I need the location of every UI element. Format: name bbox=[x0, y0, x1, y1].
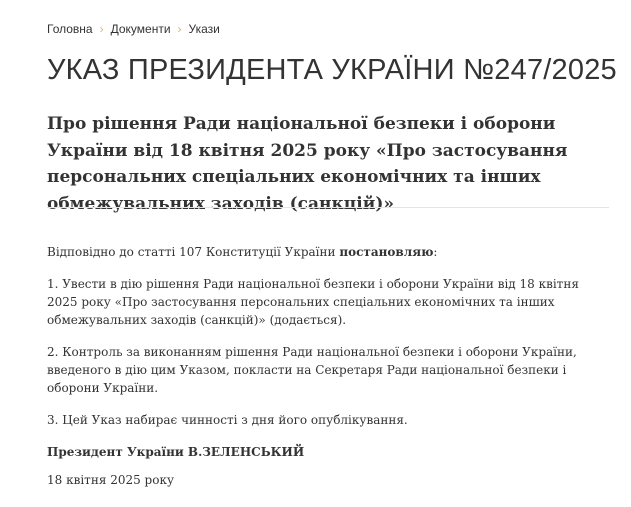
breadcrumb-separator-icon: › bbox=[177, 22, 182, 36]
intro-text: Відповідно до статті 107 Конституції України bbox=[47, 245, 340, 259]
breadcrumb-separator-icon: › bbox=[99, 22, 104, 36]
document-subtitle: Про рішення Ради національної безпеки і оборони України від 18 квітня 2025 року «Про застосування персональних спеціальних економічних та інших обмежувальних заходів (санкцій)» bbox=[47, 114, 568, 214]
document-body bbox=[47, 243, 609, 503]
paragraph-1: 1. Увести в дію рішення Ради національної безпеки і оборони України від 18 квітня 2025 року «Про застосування персональних спеціальних економічних та інших обмежувальних заходів (санкцій)» (додається). bbox=[47, 277, 579, 327]
paragraph-2: 2. Контроль за виконанням рішення Ради національної безпеки і оборони України, введеного в дію цим Указом, покласти на Секретаря Ради національної безпеки і оборони України. bbox=[47, 345, 577, 395]
breadcrumb bbox=[47, 22, 220, 36]
signature bbox=[47, 443, 609, 461]
signature-text: Президент України В.ЗЕЛЕНСЬКИЙ bbox=[47, 445, 305, 459]
breadcrumb-decrees-link[interactable]: Укази bbox=[188, 22, 220, 36]
intro-bold-text: постановляю bbox=[339, 245, 434, 259]
document-date: 18 квітня 2025 року bbox=[47, 473, 175, 487]
breadcrumb-home-link[interactable]: Головна bbox=[47, 22, 93, 36]
intro-paragraph bbox=[47, 243, 609, 261]
paragraph-3: 3. Цей Указ набирає чинності з дня його опублікування. bbox=[47, 413, 408, 427]
page-title: УКАЗ ПРЕЗИДЕНТА УКРАЇНИ №247/2025 bbox=[47, 54, 617, 86]
intro-end-text: : bbox=[433, 245, 438, 259]
breadcrumb-documents-link[interactable]: Документи bbox=[110, 22, 171, 36]
divider bbox=[47, 207, 609, 208]
